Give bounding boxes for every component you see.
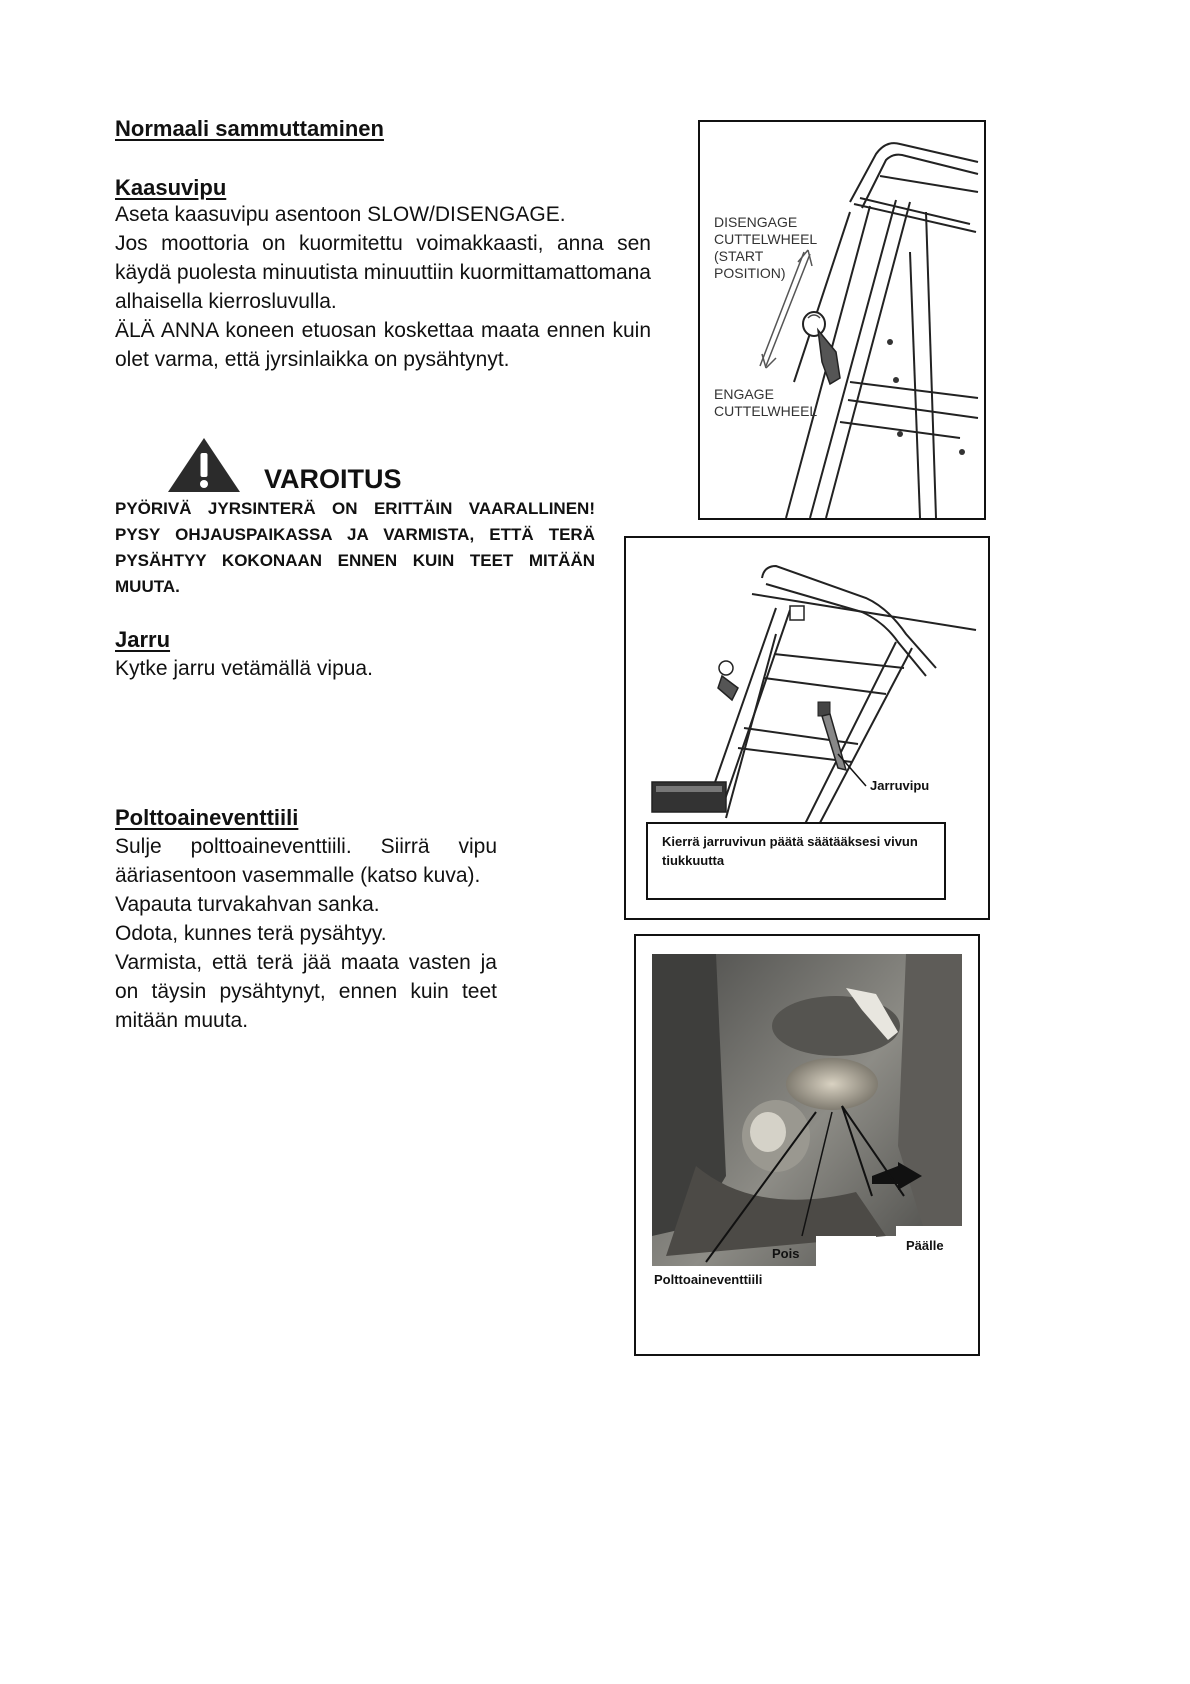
disengage-label — [714, 214, 817, 282]
warning-triangle-icon — [166, 436, 242, 494]
fuel-on-label: Päälle — [906, 1238, 944, 1253]
fuel-valve-photo — [636, 936, 978, 1354]
fuel-paragraph: Sulje polttoaineventtiili. Siirrä vipu ääriasentoon vasemmalle (katso kuva). — [115, 835, 497, 887]
engage-label-line: CUTTELWHEEL — [714, 403, 818, 419]
disengage-label-line: DISENGAGE — [714, 214, 798, 230]
brake-caption: Kierrä jarruvivun päätä säätääksesi vivun tiukkuutta — [662, 834, 918, 868]
throttle-handle-drawing — [700, 122, 984, 518]
fuel-paragraph: Odota, kunnes terä pysähtyy. — [115, 922, 387, 945]
fuel-off-label: Pois — [772, 1246, 800, 1261]
brake-lever-label: Jarruvipu — [870, 778, 930, 793]
brake-heading: Jarru — [115, 627, 171, 652]
fuel-valve-figure — [634, 934, 980, 1356]
disengage-label-line: CUTTELWHEEL — [714, 231, 818, 247]
disengage-label-line: POSITION) — [714, 265, 786, 281]
brake-text: Kytke jarru vetämällä vipua. — [115, 657, 373, 680]
brake-figure — [624, 536, 990, 920]
fuel-valve-heading: Polttoaineventtiili — [115, 805, 299, 830]
engage-label-line: ENGAGE — [714, 386, 774, 402]
warning-title: VAROITUS — [264, 464, 402, 494]
throttle-heading: Kaasuvipu — [115, 175, 227, 200]
fuel-valve-text — [115, 832, 497, 1035]
fuel-valve-label: Polttoaineventtiili — [654, 1272, 763, 1287]
throttle-paragraph: Aseta kaasuvipu asentoon SLOW/DISENGAGE. — [115, 203, 566, 226]
engage-label — [714, 386, 817, 420]
disengage-label-line: (START — [714, 248, 764, 264]
brake-caption-box — [646, 822, 946, 900]
warning-text: PYÖRIVÄ JYRSINTERÄ ON ERITTÄIN VAARALLINEN! PYSY OHJAUSPAIKASSA JA VARMISTA, ETTÄ TERÄ PYSÄHTYY KOKONAAN ENNEN KUIN TEET MITÄÄN MUUTA. — [115, 499, 595, 596]
throttle-figure — [698, 120, 986, 520]
throttle-paragraph: Jos moottoria on kuormitettu voimakkaasti, anna sen käydä puolesta minuutista minuuttiin kuormittamattomana alhaisella kierrosluvulla. — [115, 232, 651, 313]
page-title: Normaali sammuttaminen — [115, 116, 384, 141]
throttle-paragraph: ÄLÄ ANNA koneen etuosan koskettaa maata ennen kuin olet varma, että jyrsinlaikka on pysähtynyt. — [115, 319, 651, 371]
fuel-paragraph: Vapauta turvakahvan sanka. — [115, 893, 380, 916]
fuel-paragraph: Varmista, että terä jää maata vasten ja on täysin pysähtynyt, ennen kuin teet mitään muuta. — [115, 951, 497, 1032]
throttle-text — [115, 200, 651, 374]
